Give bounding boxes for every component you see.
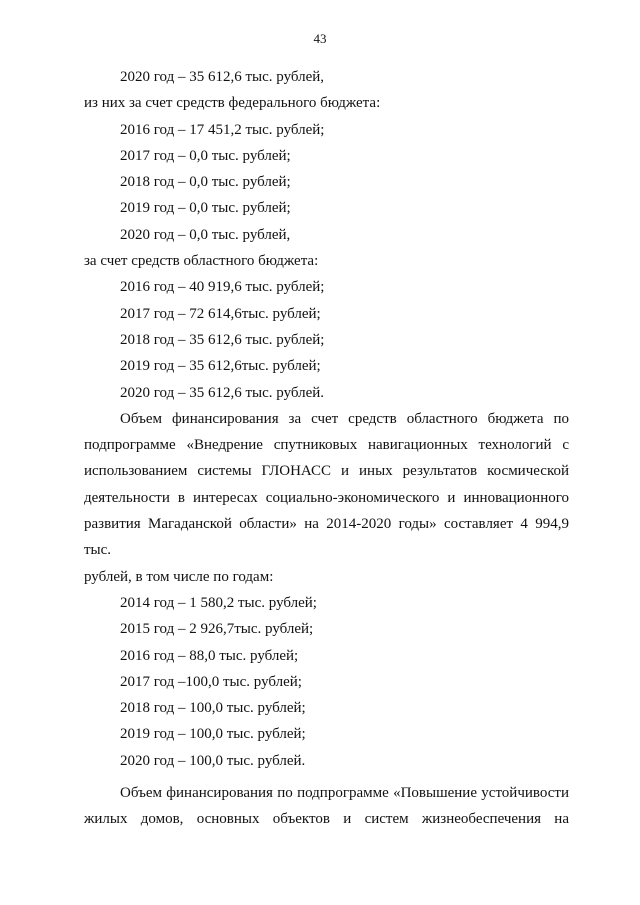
document-body (84, 64, 569, 833)
funding-line: 2017 год – 0,0 тыс. рублей; (120, 147, 291, 164)
funding-line: из них за счет средств федерального бюджета: (84, 95, 381, 112)
paragraph-line: использованием системы ГЛОНАСС и иных результатов космической (84, 463, 569, 480)
funding-line: 2020 год – 35 612,6 тыс. рублей. (120, 384, 325, 401)
funding-line: 2020 год – 100,0 тыс. рублей. (120, 752, 306, 769)
funding-line: за счет средств областного бюджета: (84, 253, 319, 270)
paragraph-housing-resilience-funding (84, 780, 569, 833)
page-number: 43 (313, 31, 327, 46)
funding-line: 2017 год – 72 614,6тыс. рублей; (120, 305, 321, 322)
paragraph-line: Объем финансирования по подпрограмме «Повышение устойчивости (120, 785, 569, 802)
funding-line: 2016 год – 17 451,2 тыс. рублей; (120, 121, 325, 138)
funding-line: 2016 год – 88,0 тыс. рублей; (120, 647, 299, 664)
funding-line: 2019 год – 35 612,6тыс. рублей; (120, 358, 321, 375)
paragraph-line: деятельности в интересах социально-экономического и инновационного (84, 489, 569, 506)
funding-line: 2014 год – 1 580,2 тыс. рублей; (120, 594, 317, 611)
funding-line: 2020 год – 0,0 тыс. рублей, (120, 226, 291, 243)
funding-line: 2020 год – 35 612,6 тыс. рублей, (120, 69, 325, 85)
paragraph-line: Объем финансирования за счет средств областного бюджета по (120, 410, 569, 427)
paragraph-glonass-funding (84, 406, 569, 590)
funding-line: 2016 год – 40 919,6 тыс. рублей; (120, 279, 325, 296)
paragraph-line: развития Магаданской области» на 2014-2020 годы» составляет 4 994,9 тыс. (84, 516, 569, 559)
funding-list-federal-regional (84, 64, 569, 406)
funding-list-glonass-by-year (84, 590, 569, 774)
paragraph-line: рублей, в том числе по годам: (84, 568, 274, 585)
paragraph-line: жилых домов, основных объектов и систем жизнеобеспечения на (84, 811, 569, 828)
funding-line: 2018 год – 35 612,6 тыс. рублей; (120, 331, 325, 348)
funding-line: 2019 год – 0,0 тыс. рублей; (120, 200, 291, 217)
funding-line: 2018 год – 100,0 тыс. рублей; (120, 700, 306, 717)
paragraph-line: подпрограмме «Внедрение спутниковых навигационных технологий с (84, 437, 569, 454)
funding-line: 2019 год – 100,0 тыс. рублей; (120, 726, 306, 743)
funding-line: 2018 год – 0,0 тыс. рублей; (120, 174, 291, 191)
funding-line: 2015 год – 2 926,7тыс. рублей; (120, 621, 314, 638)
funding-line: 2017 год –100,0 тыс. рублей; (120, 673, 302, 690)
